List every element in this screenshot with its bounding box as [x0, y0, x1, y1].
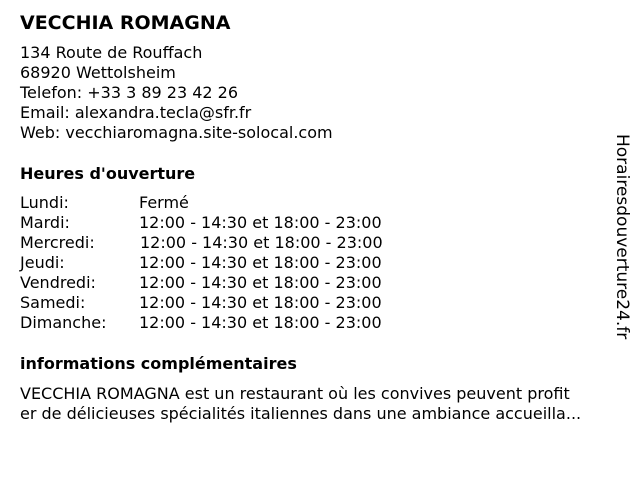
- hours-day: Samedi:: [20, 293, 86, 312]
- description-line-2: er de délicieuses spécialités italiennes dans une ambiance accueilla...: [20, 404, 582, 423]
- hours-time: 12:00 - 14:30 et 18:00 - 23:00: [139, 273, 382, 292]
- hours-time: 12:00 - 14:30 et 18:00 - 23:00: [139, 253, 382, 272]
- hours-row: [20, 193, 440, 213]
- hours-time: 12:00 - 14:30 et 18:00 - 23:00: [140, 233, 383, 252]
- description: [20, 384, 581, 424]
- hours-day: Mardi:: [20, 213, 70, 232]
- hours-day: Dimanche:: [20, 313, 107, 332]
- description-line-1: VECCHIA ROMAGNA est un restaurant où les convives peuvent profit: [20, 384, 570, 403]
- watermark: [611, 134, 633, 344]
- phone: Telefon: +33 3 89 23 42 26: [20, 83, 239, 102]
- hours-day: Lundi:: [20, 193, 69, 212]
- hours-row: [20, 313, 440, 333]
- hours-day: Vendredi:: [20, 273, 96, 292]
- contact-block: [20, 43, 333, 143]
- hours-heading: Heures d'ouverture: [20, 164, 196, 183]
- hours-day: Mercredi:: [20, 233, 95, 252]
- hours-day: Jeudi:: [20, 253, 65, 272]
- info-heading: informations complémentaires: [20, 354, 297, 373]
- address-line-2: 68920 Wettolsheim: [20, 63, 176, 82]
- email: Email: alexandra.tecla@sfr.fr: [20, 103, 252, 122]
- hours-row: [20, 253, 440, 273]
- hours-time: Fermé: [139, 193, 189, 212]
- hours-table: [20, 193, 440, 333]
- business-name: VECCHIA ROMAGNA: [20, 12, 231, 34]
- hours-row: [20, 273, 440, 293]
- hours-time: 12:00 - 14:30 et 18:00 - 23:00: [139, 313, 382, 332]
- watermark-text: Horairesdouverture24.fr: [612, 134, 632, 340]
- hours-time: 12:00 - 14:30 et 18:00 - 23:00: [139, 293, 382, 312]
- hours-row: [20, 213, 440, 233]
- address-line-1: 134 Route de Rouffach: [20, 43, 203, 62]
- hours-time: 12:00 - 14:30 et 18:00 - 23:00: [139, 213, 382, 232]
- hours-row: [20, 293, 440, 313]
- hours-row: [20, 233, 440, 253]
- website: Web: vecchiaromagna.site-solocal.com: [20, 123, 333, 142]
